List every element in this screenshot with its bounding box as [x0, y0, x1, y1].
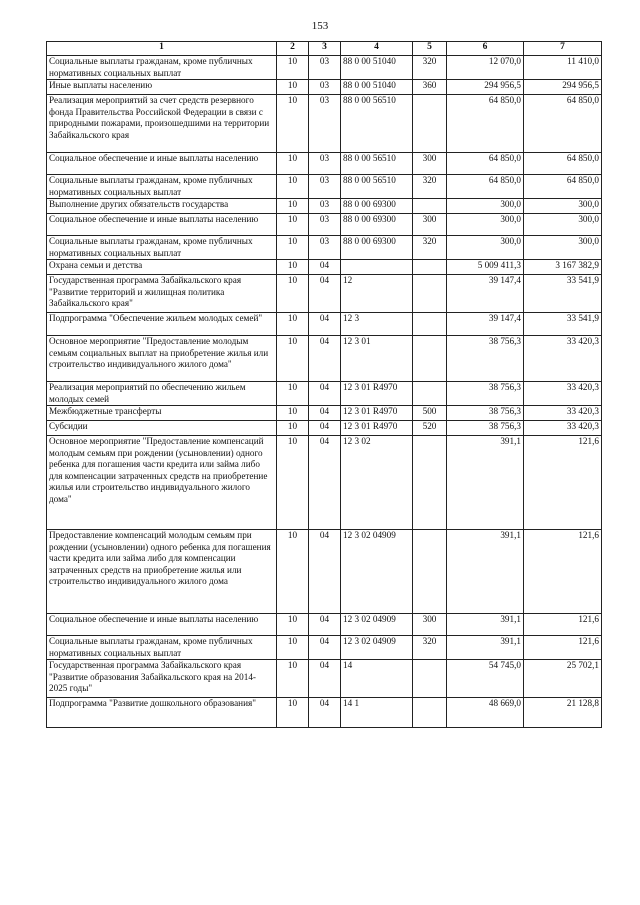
row-expense-type-cell	[413, 95, 447, 153]
row-target-article-cell: 12 3	[341, 313, 413, 336]
row-subsection-cell: 03	[309, 95, 341, 153]
row-subsection-cell: 03	[309, 153, 341, 175]
table-row	[47, 313, 602, 336]
row-amount-col7-cell: 64 850,0	[524, 175, 602, 199]
table-row	[47, 153, 602, 175]
row-target-article-cell: 12 3 01 R4970	[341, 382, 413, 406]
row-name-cell: Социальное обеспечение и иные выплаты населению	[47, 153, 277, 175]
row-amount-col7-cell: 33 541,9	[524, 313, 602, 336]
row-subsection-cell: 04	[309, 530, 341, 614]
row-subsection-cell: 04	[309, 406, 341, 421]
row-name-cell: Подпрограмма "Развитие дошкольного образования"	[47, 698, 277, 728]
table-row	[47, 95, 602, 153]
row-section-cell: 10	[277, 175, 309, 199]
row-amount-col7-cell: 121,6	[524, 636, 602, 660]
row-amount-col6-cell: 38 756,3	[447, 382, 524, 406]
row-name-cell: Иные выплаты населению	[47, 80, 277, 95]
row-amount-col6-cell: 300,0	[447, 199, 524, 214]
row-subsection-cell: 04	[309, 336, 341, 382]
row-section-cell: 10	[277, 199, 309, 214]
row-name-cell: Подпрограмма "Обеспечение жильем молодых семей"	[47, 313, 277, 336]
row-expense-type-cell	[413, 199, 447, 214]
row-name-cell: Реализация мероприятий по обеспечению жильем молодых семей	[47, 382, 277, 406]
row-amount-col6-cell: 12 070,0	[447, 56, 524, 80]
row-amount-col7-cell: 300,0	[524, 199, 602, 214]
row-amount-col6-cell: 64 850,0	[447, 95, 524, 153]
row-amount-col7-cell: 25 702,1	[524, 660, 602, 698]
row-name-cell: Реализация мероприятий за счет средств резервного фонда Правительства Российской Федерации в связи с природными пожарами, произошедшими на территории Забайкальского края	[47, 95, 277, 153]
row-amount-col7-cell: 294 956,5	[524, 80, 602, 95]
row-expense-type-cell	[413, 260, 447, 275]
table-row	[47, 214, 602, 236]
row-name-cell: Выполнение других обязательств государства	[47, 199, 277, 214]
row-expense-type-cell: 320	[413, 56, 447, 80]
table-row	[47, 406, 602, 421]
row-amount-col7-cell: 64 850,0	[524, 153, 602, 175]
row-amount-col7-cell: 33 420,3	[524, 406, 602, 421]
row-expense-type-cell	[413, 530, 447, 614]
row-section-cell: 10	[277, 382, 309, 406]
header-col-3: 3	[309, 42, 341, 56]
row-name-cell: Государственная программа Забайкальского края "Развитие образования Забайкальского края на 2014-2025 годы"	[47, 660, 277, 698]
row-subsection-cell: 03	[309, 199, 341, 214]
row-expense-type-cell: 320	[413, 175, 447, 199]
row-expense-type-cell: 300	[413, 214, 447, 236]
row-section-cell: 10	[277, 95, 309, 153]
row-name-cell: Государственная программа Забайкальского края "Развитие территорий и жилищная политика Забайкальского края"	[47, 275, 277, 313]
table-row	[47, 175, 602, 199]
header-col-4: 4	[341, 42, 413, 56]
budget-table	[46, 41, 602, 728]
row-name-cell: Основное мероприятие "Предоставление молодым семьям социальных выплат на приобретение жилья или строительство индивидуального жилого дома"	[47, 336, 277, 382]
table-row	[47, 56, 602, 80]
row-amount-col7-cell: 121,6	[524, 614, 602, 636]
page-number: 153	[311, 20, 329, 32]
row-amount-col7-cell: 121,6	[524, 436, 602, 530]
row-amount-col7-cell: 33 420,3	[524, 421, 602, 436]
header-col-6: 6	[447, 42, 524, 56]
row-target-article-cell: 88 0 00 51040	[341, 56, 413, 80]
row-subsection-cell: 04	[309, 436, 341, 530]
row-amount-col6-cell: 391,1	[447, 436, 524, 530]
table-row	[47, 436, 602, 530]
row-target-article-cell: 12 3 01 R4970	[341, 421, 413, 436]
row-amount-col7-cell: 33 541,9	[524, 275, 602, 313]
row-name-cell: Субсидии	[47, 421, 277, 436]
row-amount-col6-cell: 38 756,3	[447, 336, 524, 382]
row-expense-type-cell: 300	[413, 153, 447, 175]
row-section-cell: 10	[277, 421, 309, 436]
row-amount-col6-cell: 39 147,4	[447, 275, 524, 313]
row-amount-col7-cell: 21 128,8	[524, 698, 602, 728]
row-subsection-cell: 03	[309, 175, 341, 199]
table-row	[47, 660, 602, 698]
table-body	[47, 56, 602, 728]
row-section-cell: 10	[277, 313, 309, 336]
row-name-cell: Социальные выплаты гражданам, кроме публичных нормативных социальных выплат	[47, 636, 277, 660]
row-expense-type-cell: 500	[413, 406, 447, 421]
row-name-cell: Социальные выплаты гражданам, кроме публичных нормативных социальных выплат	[47, 236, 277, 260]
row-expense-type-cell	[413, 313, 447, 336]
row-amount-col7-cell: 3 167 382,9	[524, 260, 602, 275]
row-amount-col7-cell: 64 850,0	[524, 95, 602, 153]
row-target-article-cell: 88 0 00 51040	[341, 80, 413, 95]
row-target-article-cell: 88 0 00 69300	[341, 236, 413, 260]
table-row	[47, 260, 602, 275]
row-expense-type-cell: 320	[413, 236, 447, 260]
row-amount-col6-cell: 38 756,3	[447, 406, 524, 421]
row-target-article-cell: 14 1	[341, 698, 413, 728]
row-amount-col6-cell: 54 745,0	[447, 660, 524, 698]
row-section-cell: 10	[277, 698, 309, 728]
row-subsection-cell: 04	[309, 382, 341, 406]
header-col-5: 5	[413, 42, 447, 56]
table-row	[47, 636, 602, 660]
header-col-1: 1	[47, 42, 277, 56]
row-subsection-cell: 04	[309, 636, 341, 660]
row-expense-type-cell: 360	[413, 80, 447, 95]
row-section-cell: 10	[277, 530, 309, 614]
row-amount-col6-cell: 64 850,0	[447, 153, 524, 175]
row-section-cell: 10	[277, 406, 309, 421]
row-target-article-cell: 88 0 00 69300	[341, 199, 413, 214]
row-section-cell: 10	[277, 153, 309, 175]
row-target-article-cell: 12 3 01 R4970	[341, 406, 413, 421]
row-subsection-cell: 04	[309, 614, 341, 636]
row-section-cell: 10	[277, 214, 309, 236]
row-target-article-cell: 12 3 02 04909	[341, 614, 413, 636]
row-subsection-cell: 04	[309, 275, 341, 313]
row-target-article-cell	[341, 260, 413, 275]
row-target-article-cell: 12	[341, 275, 413, 313]
row-subsection-cell: 04	[309, 260, 341, 275]
table-row	[47, 698, 602, 728]
row-name-cell: Предоставление компенсаций молодым семьям при рождении (усыновлении) одного ребенка для погашения части кредита или займа либо для компенсации затраченных средств на приобретение жилья или строительство индивидуального жилого дома	[47, 530, 277, 614]
row-subsection-cell: 03	[309, 56, 341, 80]
row-name-cell: Социальные выплаты гражданам, кроме публичных нормативных социальных выплат	[47, 175, 277, 199]
table-row	[47, 199, 602, 214]
row-section-cell: 10	[277, 80, 309, 95]
row-name-cell: Социальное обеспечение и иные выплаты населению	[47, 614, 277, 636]
table-row	[47, 530, 602, 614]
row-section-cell: 10	[277, 260, 309, 275]
row-expense-type-cell	[413, 275, 447, 313]
row-amount-col6-cell: 391,1	[447, 530, 524, 614]
row-section-cell: 10	[277, 275, 309, 313]
row-amount-col7-cell: 121,6	[524, 530, 602, 614]
row-target-article-cell: 88 0 00 56510	[341, 175, 413, 199]
row-expense-type-cell: 300	[413, 614, 447, 636]
row-amount-col6-cell: 64 850,0	[447, 175, 524, 199]
row-amount-col6-cell: 391,1	[447, 636, 524, 660]
row-amount-col6-cell: 48 669,0	[447, 698, 524, 728]
table-row	[47, 80, 602, 95]
row-expense-type-cell: 520	[413, 421, 447, 436]
row-subsection-cell: 03	[309, 214, 341, 236]
row-subsection-cell: 04	[309, 421, 341, 436]
row-section-cell: 10	[277, 236, 309, 260]
row-section-cell: 10	[277, 56, 309, 80]
row-amount-col6-cell: 38 756,3	[447, 421, 524, 436]
row-expense-type-cell	[413, 436, 447, 530]
row-name-cell: Основное мероприятие "Предоставление компенсаций молодым семьям при рождении (усыновлении) одного ребенка для погашения части кредита или займа либо для компенсации затраченных средств на приобретение жилья или строительство индивидуального жилого дома"	[47, 436, 277, 530]
table-row	[47, 382, 602, 406]
row-expense-type-cell	[413, 336, 447, 382]
table-row	[47, 275, 602, 313]
row-name-cell: Социальные выплаты гражданам, кроме публичных нормативных социальных выплат	[47, 56, 277, 80]
table-row	[47, 421, 602, 436]
row-target-article-cell: 12 3 02	[341, 436, 413, 530]
row-amount-col7-cell: 300,0	[524, 236, 602, 260]
row-target-article-cell: 88 0 00 69300	[341, 214, 413, 236]
row-amount-col6-cell: 391,1	[447, 614, 524, 636]
row-expense-type-cell	[413, 698, 447, 728]
row-target-article-cell: 88 0 00 56510	[341, 153, 413, 175]
header-col-2: 2	[277, 42, 309, 56]
row-target-article-cell: 12 3 02 04909	[341, 636, 413, 660]
row-subsection-cell: 04	[309, 660, 341, 698]
table-row	[47, 236, 602, 260]
row-amount-col7-cell: 11 410,0	[524, 56, 602, 80]
row-subsection-cell: 03	[309, 80, 341, 95]
row-amount-col7-cell: 33 420,3	[524, 382, 602, 406]
row-expense-type-cell	[413, 660, 447, 698]
row-section-cell: 10	[277, 636, 309, 660]
row-section-cell: 10	[277, 660, 309, 698]
row-target-article-cell: 88 0 00 56510	[341, 95, 413, 153]
row-section-cell: 10	[277, 436, 309, 530]
row-expense-type-cell	[413, 382, 447, 406]
row-subsection-cell: 04	[309, 313, 341, 336]
row-target-article-cell: 12 3 02 04909	[341, 530, 413, 614]
row-target-article-cell: 14	[341, 660, 413, 698]
table-header-row	[47, 42, 602, 56]
table-row	[47, 614, 602, 636]
row-amount-col6-cell: 5 009 411,3	[447, 260, 524, 275]
row-target-article-cell: 12 3 01	[341, 336, 413, 382]
row-amount-col7-cell: 33 420,3	[524, 336, 602, 382]
table-row	[47, 336, 602, 382]
row-subsection-cell: 04	[309, 698, 341, 728]
row-section-cell: 10	[277, 614, 309, 636]
row-amount-col6-cell: 300,0	[447, 236, 524, 260]
row-subsection-cell: 03	[309, 236, 341, 260]
row-amount-col6-cell: 300,0	[447, 214, 524, 236]
row-name-cell: Межбюджетные трансферты	[47, 406, 277, 421]
row-amount-col6-cell: 39 147,4	[447, 313, 524, 336]
header-col-7: 7	[524, 42, 602, 56]
row-expense-type-cell: 320	[413, 636, 447, 660]
row-name-cell: Социальное обеспечение и иные выплаты населению	[47, 214, 277, 236]
row-amount-col7-cell: 300,0	[524, 214, 602, 236]
row-name-cell: Охрана семьи и детства	[47, 260, 277, 275]
row-section-cell: 10	[277, 336, 309, 382]
row-amount-col6-cell: 294 956,5	[447, 80, 524, 95]
